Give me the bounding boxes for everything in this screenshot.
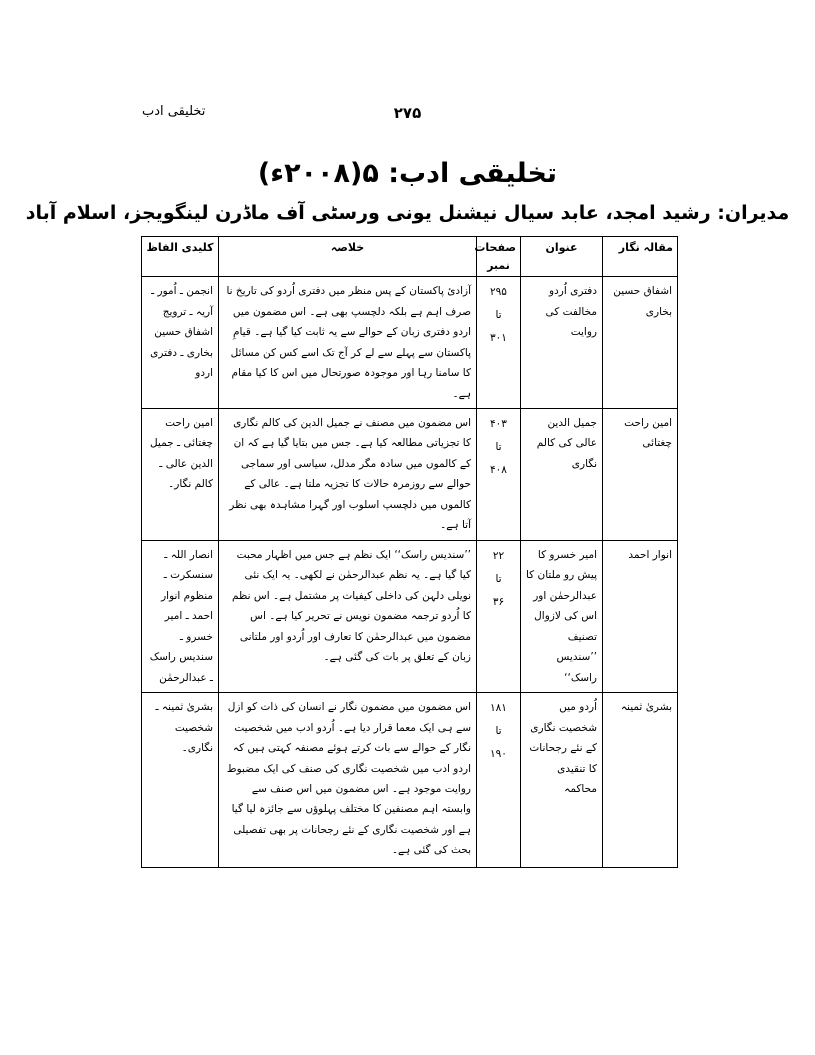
author-cell: انوار احمد [603, 540, 678, 692]
pages-end: ۳۰۱ [490, 332, 507, 345]
header-pages: صفحات نمبر [477, 237, 521, 277]
header-summary: خلاصہ [219, 237, 477, 277]
pages-end: ۱۹۰ [490, 748, 507, 761]
header-title: عنوان [521, 237, 603, 277]
keywords-cell: امین راحت چغتائی ـ جمیل الدین عالی ـ کالم نگار۔ [142, 409, 219, 541]
header-keywords: کلیدی الفاظ [142, 237, 219, 277]
title-cell: جمیل الدین عالی کی کالم نگاری [521, 409, 603, 541]
pages-to: تا [495, 441, 502, 454]
table-row [142, 277, 678, 409]
pages-start: ۱۸۱ [490, 702, 507, 715]
header-author: مقالہ نگار [603, 237, 678, 277]
pages-cell [477, 409, 521, 541]
author-cell: اشفاق حسین بخاری [603, 277, 678, 409]
title-cell: دفتری اُردو مخالفت کی روایت [521, 277, 603, 409]
page-number: ۲۷۵ [393, 104, 422, 122]
journal-title: تخلیقی ادب: ۵(۲۰۰۸ء) [257, 158, 558, 189]
keywords-cell: بشریٰ ثمینہ ـ شخصیت نگاری۔ [142, 693, 219, 868]
author-cell: امین راحت چغتائی [603, 409, 678, 541]
title-cell: امیر خسرو کا پیش رو ملتان کا عبدالرحمٰن اور اس کی لازوال تصنیف ’’سندیس راسک‘‘ [521, 540, 603, 692]
editors-line: مدیران: رشید امجد، عابد سیال نیشنل یونی ورسٹی آف ماڈرن لینگویجز، اسلام آباد [25, 202, 790, 224]
pages-start: ۴۰۳ [490, 418, 507, 430]
pages-cell [477, 693, 521, 868]
table-row [142, 540, 678, 692]
keywords-cell: انصار اللہ ـ سنسکرت ـ منظوم انوار احمد ـ امیر خسرو ـ سندیس راسک ـ عبدالرحمٰن [142, 540, 219, 692]
pages-start: ۲۲ [492, 549, 505, 562]
pages-end: ۳۶ [492, 596, 505, 608]
articles-table [141, 236, 678, 868]
summary-cell: اس مضمون میں مصنف نے جمیل الدین کی کالم نگاری کا تجزیاتی مطالعہ کیا ہے۔ جس میں بتایا گیا ہے کہ ان کے کالموں میں سادہ مگر مدلل، سیاسی اور سماجی حوالے سے روزمرہ حالات کا تجزیہ ملتا ہے۔ عالی کے کالموں میں دلچسپ اسلوب اور گہرا مشاہدہ بھی نظر آتا ہے۔ [219, 409, 477, 541]
table-row [142, 693, 678, 868]
table-header-row [142, 237, 678, 277]
pages-to: تا [495, 725, 502, 738]
pages-cell [477, 277, 521, 409]
table-row [142, 409, 678, 541]
pages-cell [477, 540, 521, 692]
author-cell: بشریٰ ثمینہ [603, 693, 678, 868]
summary-cell: اس مضمون میں مضمون نگار نے انسان کی ذات کو ازل سے ہی ایک معما قرار دیا ہے۔ اُردو ادب میں شخصیت نگار کے حوالے سے بات کرتے ہوئے مصنفہ کہتی ہیں کہ اردو ادب میں شخصیت نگاری کی صنف کی ایک مضبوط روایت موجود ہے۔ اس مضمون میں اس صنف سے وابستہ اہم مصنفین کا مختلف پہلوؤں سے جائزہ لیا گیا ہے اور شخصیت نگاری کے نئے رجحانات پر بھی تفصیلی بحث کی گئی ہے۔ [219, 693, 477, 868]
keywords-cell: انجمن ـ اُمور ـ آریہ ـ ترویج اشفاق حسین بخاری ـ دفتری اردو [142, 277, 219, 409]
running-header: تخلیقی ادب [142, 104, 206, 119]
pages-to: تا [495, 309, 502, 322]
pages-end: ۴۰۸ [490, 464, 507, 477]
pages-to: تا [495, 572, 502, 585]
pages-start: ۲۹۵ [490, 286, 507, 299]
summary-cell: آزادیٔ پاکستان کے پس منظر میں دفتری اُردو کی تاریخ نا صرف اہم ہے بلکہ دلچسپ بھی ہے۔ اس مضمون میں اردو دفتری زبان کے حوالے سے یہ ثابت کیا گیا ہے۔ قیامِ پاکستان سے پہلے سے لے کر آج تک اسے کس کن مسائل کا سامنا رہا اور موجودہ صورتحال میں اس کا کیا مقام ہے۔ [219, 277, 477, 409]
summary-cell: ’’سندیس راسک‘‘ ایک نظم ہے جس میں اظہار محبت کیا گیا ہے۔ یہ نظم عبدالرحمٰن نے لکھی۔ یہ ایک نئی نویلی دلہن کی داخلی کیفیات پر مشتمل ہے۔ اس نظم کا اُردو ترجمہ مضمون نویس نے تحریر کیا ہے۔ اس مضمون میں عبدالرحمٰن کا تعارف اور اُردو اور ملتانی زبان کے تعلق پر بات کی گئی ہے۔ [219, 540, 477, 692]
title-cell: اُردو میں شخصیت نگاری کے نئے رجحانات کا تنقیدی محاکمہ [521, 693, 603, 868]
